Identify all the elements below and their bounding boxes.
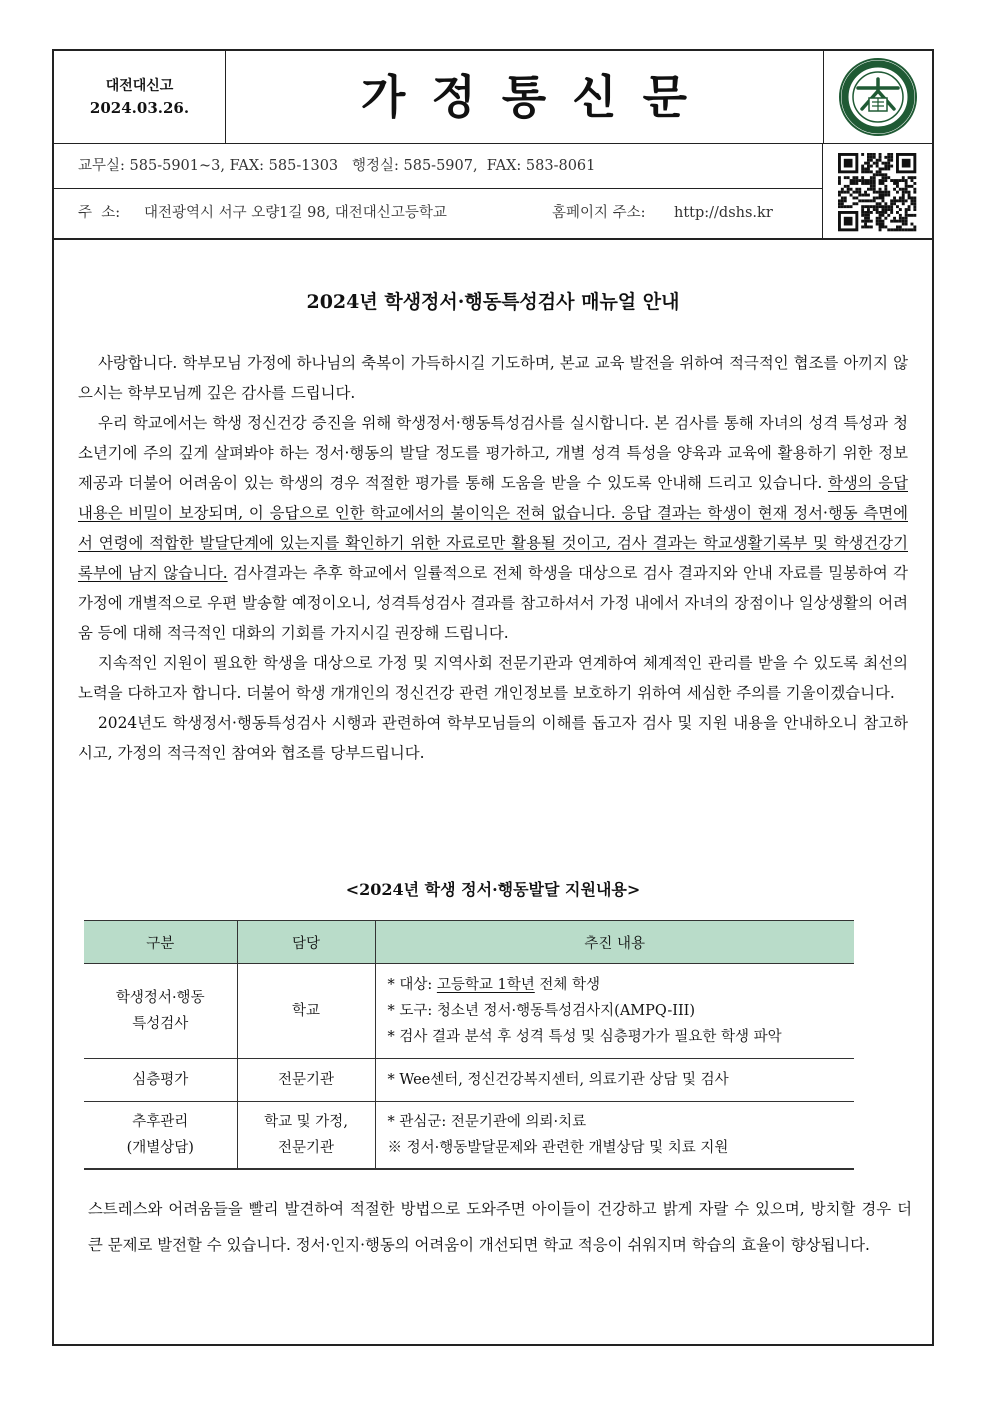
page-title: 가정통신문 bbox=[360, 70, 714, 124]
table-row bbox=[84, 964, 854, 1059]
address-label: 주 소: bbox=[78, 205, 121, 221]
row-owner: 학교 bbox=[237, 964, 375, 1059]
header-divider bbox=[54, 238, 932, 240]
content-interest-group: * 관심군: 전문기관에 의뢰·치료 bbox=[387, 1114, 587, 1130]
qr-code-icon[interactable] bbox=[823, 143, 932, 238]
content-counseling: ※ 정서·행동발달문제와 관련한 개별상담 및 치료 지원 bbox=[387, 1140, 729, 1156]
category-line-1: 추후관리 bbox=[132, 1114, 189, 1130]
row-category bbox=[84, 964, 237, 1059]
contact-phone-fax: 교무실: 585-5901~3, FAX: 585-1303 행정실: 585-5907, FAX: 583-8061 bbox=[78, 158, 596, 174]
header-school-cell bbox=[54, 51, 226, 143]
content-target-suffix: 전체 학생 bbox=[534, 977, 601, 993]
row-owner: 전문기관 bbox=[237, 1059, 375, 1102]
document-body bbox=[78, 348, 908, 768]
homepage-link[interactable]: http://dshs.kr bbox=[674, 205, 773, 221]
content-tool: * 도구: 청소년 정서·행동특성검사지(AMPQ-III) bbox=[387, 1003, 696, 1019]
document-title: 2024년 학생정서·행동특성검사 매뉴얼 안내 bbox=[306, 291, 680, 313]
school-emblem-icon bbox=[824, 51, 933, 143]
row-category: 심층평가 bbox=[84, 1059, 237, 1102]
paragraph-2 bbox=[78, 408, 908, 648]
header-content: 추진 내용 bbox=[375, 921, 854, 964]
privacy-notice-underlined: 학생의 응답 내용은 비밀이 보장되며, 이 응답으로 인한 학교에서의 불이익은 전혀 없습니다. 응답 결과는 학생이 현재 정서·행동 측면에서 연령에 적합한 발달단계에 있는지를 확인하기 위한 자료로만 활용될 것이고, 검사 결과는 학교생활기록부 및 학생건강기록부에 남지 않습니다. bbox=[78, 474, 908, 582]
header-top-row bbox=[54, 51, 932, 144]
paragraph-4: 2024년도 학생정서·행동특성검사 시행과 관련하여 학부모님들의 이해를 돕고자 검사 및 지원 내용을 안내하오니 참고하시고, 가정의 적극적인 참여와 협조를 당부드립니다. bbox=[78, 714, 908, 762]
table-header-row bbox=[84, 921, 854, 964]
header-owner: 담당 bbox=[237, 921, 375, 964]
owner-line-1: 학교 및 가정, bbox=[264, 1114, 348, 1130]
closing-paragraph: 스트레스와 어려움들을 빨리 발견하여 적절한 방법으로 도와주면 아이들이 건강하고 밝게 자랄 수 있으며, 방치할 경우 더 큰 문제로 발전할 수 있습니다. 정서·인지·행동의 어려움이 개선되면 학교 적응이 쉬워지며 학습의 효율이 향상됩니다. bbox=[88, 1200, 912, 1254]
owner-line-2: 전문기관 bbox=[277, 1140, 335, 1156]
paragraph-3: 지속적인 지원이 필요한 학생을 대상으로 가정 및 지역사회 전문기관과 연계하여 체계적인 관리를 받을 수 있도록 최선의 노력을 다하고자 합니다. 더불어 학생 개개인의 정신건강 관련 개인정보를 보호하기 위하여 세심한 주의를 기울이겠습니다. bbox=[78, 654, 908, 702]
table-row bbox=[84, 1059, 854, 1102]
paragraph-1: 사랑합니다. 학부모님 가정에 하나님의 축복이 가득하시길 기도하며, 본교 교육 발전을 위하여 적극적인 협조를 아끼지 않으시는 학부모님께 깊은 감사를 드립니다. bbox=[78, 354, 908, 402]
notice-frame bbox=[52, 49, 934, 1346]
address-row bbox=[54, 189, 823, 238]
category-line-2: (개별상담) bbox=[126, 1140, 194, 1156]
paragraph-2-part-a: 우리 학교에서는 학생 정신건강 증진을 위해 학생정서·행동특성검사를 실시합니다. 본 검사를 통해 자녀의 성격 특성과 청소년기에 주의 깊게 살펴봐야 하는 정서·행동의 발달 정도를 평가하고, 개별 성격 특성을 양육과 교육에 활용하기 위한 정보 제공과 더불어 어려움이 있는 학생의 경우 적절한 평가를 통해 도움을 받을 수 있도록 안내해 드리고 있습니다. bbox=[78, 414, 908, 492]
qr-cell bbox=[823, 143, 932, 238]
content-analysis: * 검사 결과 분석 후 성격 특성 및 심층평가가 필요한 학생 파악 bbox=[387, 1029, 782, 1045]
category-line-1: 학생정서·행동 bbox=[115, 990, 205, 1006]
contact-row bbox=[54, 143, 823, 189]
support-table bbox=[84, 920, 854, 1170]
header-category: 구분 bbox=[84, 921, 237, 964]
school-name: 대전대신고 bbox=[105, 78, 174, 94]
row-category bbox=[84, 1102, 237, 1170]
table-row bbox=[84, 1102, 854, 1170]
row-content bbox=[375, 1102, 854, 1170]
content-target-underlined: 고등학교 1학년 bbox=[436, 977, 535, 993]
paragraph-2-part-c: 검사결과는 추후 학교에서 일률적으로 전체 학생을 대상으로 검사 결과지와 안내 자료를 밀봉하여 각 가정에 개별적으로 우편 발송할 예정이오니, 성격특성검사 결과를 참고하셔서 가정 내에서 자녀의 장점이나 일상생활의 어려움 등에 대해 적극적인 대화의 기회를 가지시길 권장해 드립니다. bbox=[78, 564, 909, 642]
homepage-label: 홈페이지 주소: bbox=[552, 205, 646, 221]
notice-date: 2024.03.26. bbox=[89, 99, 190, 117]
row-content: * Wee센터, 정신건강복지센터, 의료기관 상담 및 검사 bbox=[375, 1059, 854, 1102]
logo-cell bbox=[823, 51, 933, 143]
row-owner bbox=[237, 1102, 375, 1170]
content-target-prefix: * 대상: bbox=[387, 977, 437, 993]
row-content bbox=[375, 964, 854, 1059]
category-line-2: 특성검사 bbox=[132, 1016, 189, 1032]
table-caption: <2024년 학생 정서·행동발달 지원내용> bbox=[345, 880, 641, 899]
address-text: 대전광역시 서구 오량1길 98, 대전대신고등학교 bbox=[144, 205, 447, 221]
